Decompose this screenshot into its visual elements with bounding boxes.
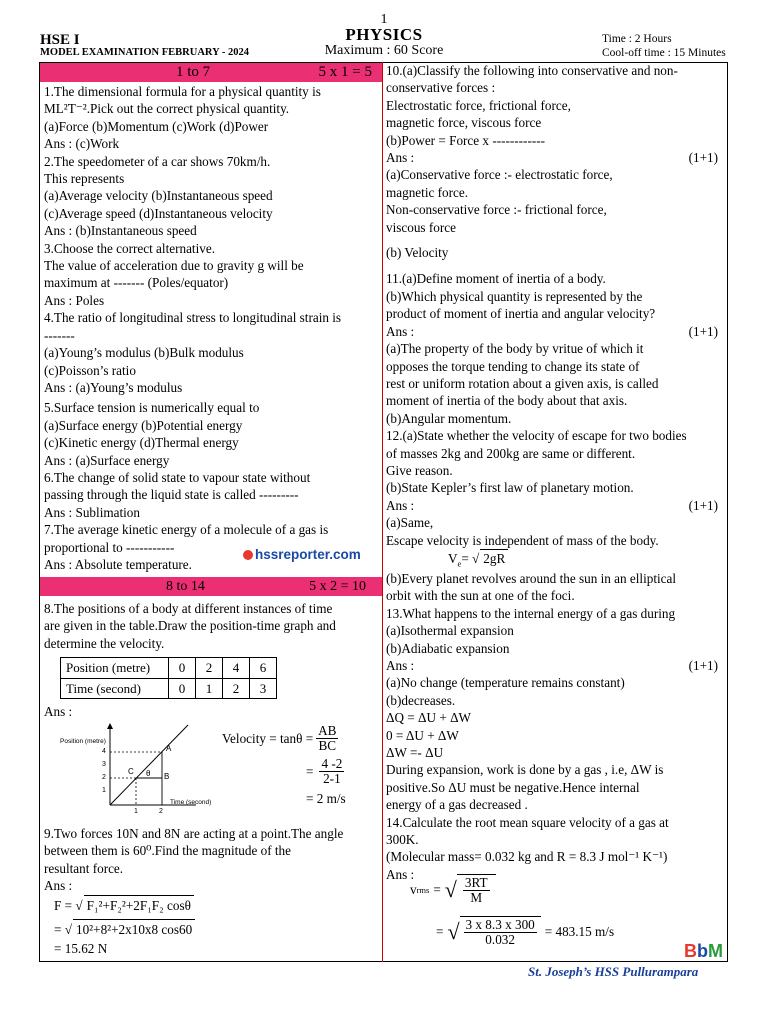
q12-ans-line: (b)Every planet revolves around the sun in an elliptical [386,570,677,586]
graph-point-a: A [166,744,172,753]
q-line: proportional to ----------- [44,539,175,555]
left-questions-8-9 [44,600,380,720]
numerator: 4 -2 [321,756,343,771]
ans-label: Ans : [386,658,415,673]
q-line: (a)Force (b)Momentum (c)Work (d)Power [44,118,269,134]
q-line: ML²T⁻².Pick out the correct physical quantity. [44,101,290,117]
q11-block [386,270,726,427]
bbm-letter: b [697,941,708,961]
q-line: 6.The change of solid state to vapour state without [44,469,311,485]
graph-xtick: 1 [134,808,138,815]
q12-line: (b)State Kepler’s first law of planetary motion. [386,480,634,496]
left-questions-1-7 [44,83,380,573]
velocity-lhs: Velocity = tanθ = [222,730,314,746]
q12-ans-line: (a)Same, [386,515,434,531]
section-band-1 [40,63,382,82]
q14-line: 14.Calculate the root mean square velocity of a gas at [386,814,669,830]
q12-ans-line: Escape velocity is independent of mass of the body. [386,532,659,548]
q-line: (c)Poisson’s ratio [44,362,136,378]
q12-line: of masses 2kg and 200kg are same or different. [386,445,636,461]
q13-ans-line: ΔQ = ΔU + ΔW [386,710,471,726]
fraction [460,916,541,948]
table-cell: 4 [223,658,250,678]
q-line: Ans : (a)Surface energy [44,452,170,468]
section-range: 1 to 7 [176,64,211,80]
numerator: 3 x 8.3 x 300 [465,917,535,932]
q12-block [386,427,726,605]
graph-xlabel: Time (second) [170,799,212,806]
table-cell: 2 [196,658,223,678]
formula-result: = 15.62 N [54,941,108,956]
table-cell: Time (second) [61,678,169,698]
q11-line: (b)Which physical quantity is represented by the [386,288,643,304]
graph-ytick: 3 [102,761,106,768]
graph-line [110,725,188,805]
section-marks: 5 x 2 = 10 [309,578,366,594]
q13-ans-line: energy of a gas decreased . [386,797,528,813]
q11-ans-line: opposes the torque tending to change its state of [386,358,640,374]
q11-ans-line: moment of inertia of the body about that axis. [386,393,628,409]
q13-ans-line: During expansion, work is done by a gas , i.e, ΔW is [386,762,664,778]
q-line: (a)Young’s modulus (b)Bulk modulus [44,345,244,361]
bbm-letter: M [708,941,723,961]
max-score: Maximum : 60 Score [324,43,444,58]
q10-ans-line: viscous force [386,219,456,235]
q13-ans-line: ΔW =- ΔU [386,745,444,761]
graph-ytick: 1 [102,787,106,794]
equals: = [461,550,469,566]
q8-line: determine the velocity. [44,635,165,651]
q11-ans-line: (a)The property of the body by vritue of which it [386,341,644,357]
ans-label: Ans : [386,323,415,339]
q10-ans-line: (a)Conservative force :- electrostatic force, [386,167,613,183]
denominator: M [470,890,483,905]
q14-block [386,814,726,884]
formula-lhs: F = [54,898,76,913]
equals: = [306,763,314,779]
table-row [61,678,277,698]
vrms-formula-2 [436,916,614,948]
q-line: 3.Choose the correct alternative. [44,240,215,256]
q10-ans-line: (b) Velocity [386,245,449,261]
formula-v: V [448,550,458,566]
q9-line: Ans : [44,878,73,894]
exam-time: Time : 2 Hours [602,33,672,45]
formula-radicand: F₁²+F₂²+2F₁F₂ cosθ [84,895,194,915]
q10-line: 10.(a)Classify the following into conservative and non- [386,63,678,78]
formula-result: = 483.15 m/s [544,924,615,939]
q9-block [44,825,380,895]
q14-line: 300K. [386,832,419,848]
subject-title: PHYSICS [345,25,423,44]
q14-line: (Molecular mass= 0.032 kg and R = 8.3 J mol⁻¹ K⁻¹) [386,849,668,865]
denominator: 2-1 [323,771,341,786]
q13-block [386,605,726,814]
graph-ytick: 2 [102,774,106,781]
marks: (1+1) [688,658,718,673]
spacer [386,261,726,270]
graph-ylabel: Position (metre) [60,738,106,745]
q-line: Ans : (b)Instantaneous speed [44,223,197,239]
sqrt-icon: √ [447,919,460,944]
marks: (1+1) [688,497,718,513]
q10-ans-line: magnetic force. [386,184,469,200]
q8-ans-label: Ans : [44,704,73,720]
formula-v: v [410,882,417,897]
graph-point-b: B [164,772,170,781]
q9-line: resultant force. [44,860,124,876]
table-cell: 0 [169,658,196,678]
q13-line: 13.What happens to the internal energy of a gas during [386,605,676,621]
graph-ytick: 4 [102,748,106,755]
q13-line: (a)Isothermal expansion [386,623,514,639]
q10-block [386,62,726,270]
section-band-2 [40,577,382,596]
course-name: HSE I [40,32,80,48]
logo-dot-icon [243,550,253,560]
right-questions [386,62,726,883]
graph-theta: θ [146,769,151,778]
q8-line: 8.The positions of a body at different instances of time [44,601,333,616]
table-cell: 6 [250,658,277,678]
position-time-table [60,657,277,699]
q-line: ------- [44,327,75,343]
table-cell: 3 [250,678,277,698]
ans-label: Ans : [386,150,415,166]
fraction [457,874,496,906]
y-arrow-icon [107,723,113,729]
numerator: AB [318,723,337,738]
q11-ans-line: rest or uniform rotation about a given axis, is called [386,375,659,391]
marks: (1+1) [688,323,718,339]
denominator: BC [318,738,337,753]
q-line: (c)Average speed (d)Instantaneous velocity [44,205,273,221]
q-line: 4.The ratio of longitudinal stress to longitudinal strain is [44,310,342,326]
q-line: 5.Surface tension is numerically equal to [44,400,260,416]
table-cell: Position (metre) [61,658,169,678]
formula-sub: e [457,558,462,569]
equals: = [433,882,441,897]
q-line: 2.The speedometer of a car shows 70km/h. [44,153,271,169]
formula-lhs: = [54,922,65,937]
q13-ans-line: (b)decreases. [386,692,456,708]
q9-line: 9.Two forces 10N and 8N are acting at a point.The angle [44,826,344,841]
q-line: 7.The average kinetic energy of a molecule of a gas is [44,522,329,538]
q8-line: are given in the table.Draw the position-time graph and [44,618,336,634]
bbm-logo [684,941,723,962]
hssreporter-logo [243,547,361,562]
q-line: passing through the liquid state is called --------- [44,487,299,503]
table-cell: 0 [169,678,196,698]
q-line: (c)Kinetic energy (d)Thermal energy [44,435,239,451]
q13-line: (b)Adiabatic expansion [386,640,510,656]
q10-line: Electrostatic force, frictional force, [386,97,571,113]
formula-radicand: 10²+8²+2x10x8 cos60 [73,919,195,939]
equals: = [436,924,444,939]
fraction [316,724,338,753]
q11-line: 11.(a)Define moment of inertia of a body. [386,271,606,287]
school-footer: St. Joseph’s HSS Pullurampara [528,964,699,979]
escape-velocity-formula: $V_e=$ √ 2gR [386,549,726,570]
graph-xtick: 2 [159,808,163,815]
q-line: 1.The dimensional formula for a physical quantity is [44,84,321,99]
q-line: (a)Surface energy (b)Potential energy [44,417,243,433]
q13-ans-line: positive.So ΔU must be negative.Hence internal [386,779,640,795]
q12-line: 12.(a)State whether the velocity of escape for two bodies [386,428,687,444]
q-line: Ans : (a)Young’s modulus [44,379,183,395]
q13-ans-line: 0 = ΔU + ΔW [386,727,459,743]
logo-text: hssreporter.com [255,547,361,562]
graph-point-c: C [128,767,134,776]
q-line: (a)Average velocity (b)Instantaneous speed [44,188,273,204]
q12-line: Give reason. [386,462,453,478]
q13-ans-line: (a)No change (temperature remains constant) [386,675,625,691]
section-range: 8 to 14 [166,578,205,594]
q12-ans-line: orbit with the sun at one of the foci. [386,588,575,604]
fraction [319,757,344,786]
marks: (1+1) [688,150,718,166]
numerator: 3RT [464,875,488,890]
table-cell: 2 [223,678,250,698]
q9-formula: F = √ F₁²+F₂²+2F₁F₂ cosθ = √ 10²+8²+2x10x8 cos60 = 15.62 N [54,895,195,958]
section-marks: 5 x 1 = 5 [318,64,372,80]
q14-line: Ans : [386,866,415,882]
q11-line: product of moment of inertia and angular velocity? [386,306,656,322]
exam-name: MODEL EXAMINATION FEBRUARY - 2024 [40,47,250,58]
table-cell: 1 [196,678,223,698]
ans-label: Ans : [386,497,415,513]
formula-radicand: 2gR [480,549,508,567]
velocity-result: = 2 m/s [306,791,346,806]
q-line: Ans : (c)Work [44,136,120,152]
bbm-letter: B [684,941,697,961]
q-line: Ans : Absolute temperature. [44,556,192,572]
q10-line: (b)Power = Force x ------------ [386,132,546,148]
sqrt-icon: √ [444,877,457,902]
q10-line: magnetic force, viscous force [386,115,542,131]
q10-ans-line: Non-conservative force :- frictional force, [386,202,607,218]
q10-line: conservative forces : [386,80,496,96]
page-number: 1 [380,12,388,27]
q-line: maximum at ------- (Poles/equator) [44,275,229,291]
q9-line: between them is 60⁰.Find the magnitude of the [44,843,292,859]
spacer [386,236,726,244]
q-line: Ans : Poles [44,292,105,308]
q-line: The value of acceleration due to gravity g will be [44,258,304,274]
q-line: Ans : Sublimation [44,504,140,520]
q-line: This represents [44,171,125,187]
vrms-formula-1: v rms = √ $\frac{3RT}{M}$ [410,874,496,906]
cool-off-time: Cool-off time : 15 Minutes [602,47,726,59]
denominator: 0.032 [485,932,515,947]
table-row [61,658,277,678]
column-divider [382,62,383,962]
q11-ans-line: (b)Angular momentum. [386,410,512,426]
velocity-formula [222,724,346,807]
